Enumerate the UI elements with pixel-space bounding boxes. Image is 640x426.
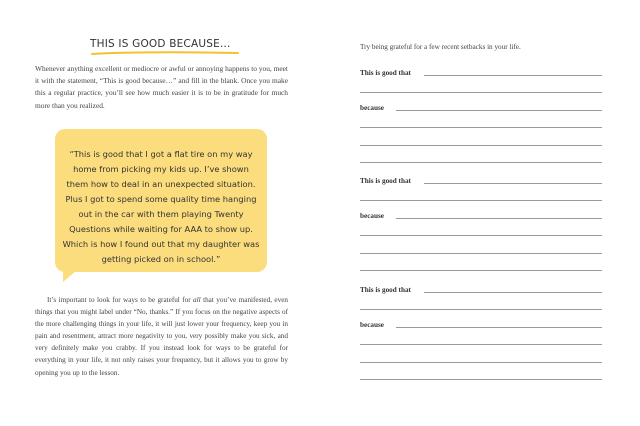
this-is-good-that-label: This is good that <box>360 69 411 77</box>
write-line <box>360 162 602 163</box>
write-line <box>360 344 602 345</box>
blank-row <box>360 336 602 346</box>
write-line <box>360 145 602 146</box>
write-line <box>360 127 602 128</box>
write-line <box>424 292 602 293</box>
write-line <box>396 327 602 328</box>
because-label: because <box>360 212 384 220</box>
blank-row <box>360 301 602 311</box>
write-line <box>360 92 602 93</box>
write-line <box>360 362 602 363</box>
worksheet-prompt: Try being grateful for a few recent setbacks in your life. <box>360 43 521 51</box>
this-is-good-that-label: This is good that <box>360 177 411 185</box>
intro-paragraph: Whenever anything excellent or mediocre or awful or annoying happens to you, meet it with the statement, “This is good because…” and fill in the blank. Once you make this a regular practice, you’ll see how much easier it is to be in gratitude for much more than you realized. <box>35 64 288 110</box>
blank-row <box>360 137 602 147</box>
because-row <box>360 210 602 220</box>
because-row <box>360 102 602 112</box>
blank-row <box>360 84 602 94</box>
write-line <box>360 379 602 380</box>
write-line <box>360 270 602 271</box>
good-row <box>360 284 602 294</box>
blank-row <box>360 119 602 129</box>
blank-row <box>360 154 602 164</box>
write-line <box>396 110 602 111</box>
heading-text: THIS IS GOOD BECAUSE… <box>90 38 231 50</box>
section-heading <box>90 38 231 50</box>
write-line <box>360 309 602 310</box>
blank-row <box>360 192 602 202</box>
quote-text: “This is good that I got a flat tire on my way home from picking my kids up. I’ve shown them how to deal in an unexpected situation. Plus I got to spend some quality time hanging out in the car with them playing Twenty Questions while waiting for AAA to show up. Which is how I found out that my daughter was getting picked on in school.” <box>62 149 260 264</box>
blank-row <box>360 371 602 381</box>
write-line <box>396 218 602 219</box>
body-paragraph: It’s important to look for ways to be grateful for all that you’ve manifested, even things that you might label under “No, thanks.” If you focus on the negative aspects of the more challenging things in your life, it will just lower your frequency, keep you in pain and resentment, attract more negativity to you, very possibly make you sick, and very definitely make you crabby. If you instead look for ways to be grateful for everything in your life, it not only raises your frequency, but it allows you to grow by opening you up to the lesson. <box>35 296 288 377</box>
good-row <box>360 67 602 77</box>
write-line <box>360 200 602 201</box>
because-label: because <box>360 321 384 329</box>
blank-row <box>360 245 602 255</box>
because-label: because <box>360 104 384 112</box>
blank-row <box>360 262 602 272</box>
because-row <box>360 319 602 329</box>
bubble-tail <box>63 270 79 282</box>
heading-underline <box>90 50 240 56</box>
write-line <box>424 75 602 76</box>
blank-row <box>360 227 602 237</box>
blank-row <box>360 354 602 364</box>
good-row <box>360 175 602 185</box>
write-line <box>360 253 602 254</box>
this-is-good-that-label: This is good that <box>360 286 411 294</box>
write-line <box>360 235 602 236</box>
write-line <box>424 183 602 184</box>
